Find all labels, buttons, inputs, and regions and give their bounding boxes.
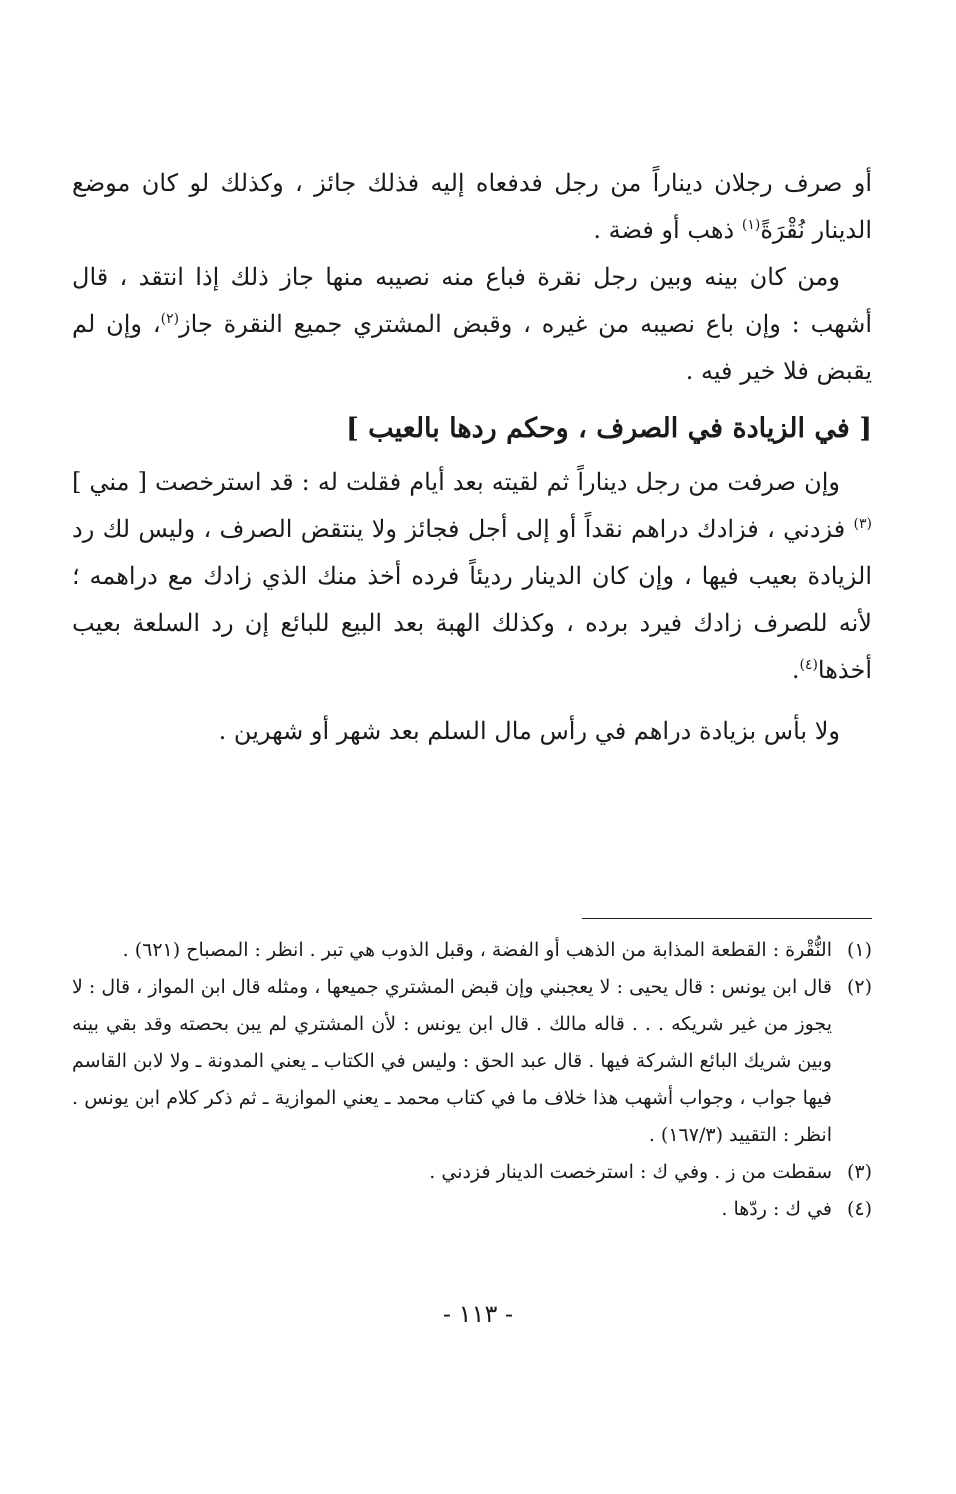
paragraph-3 [72,459,872,694]
section-heading: [ في الزيادة في الصرف ، وحكم ردها بالعيب ] [345,413,872,444]
paragraph-1-end: ذهب أو فضة . [593,216,742,244]
footnote-text: في ك : ردّها . [721,1198,832,1220]
page-number: - ١١٣ - [442,1300,514,1328]
footnotes [72,932,872,1228]
paragraph-2-end: ، وإن لم يقبض فلا خير فيه . [72,310,872,385]
footnote-number: (٤) [846,1198,872,1220]
main-text [72,160,872,755]
paragraph-1 [72,160,872,254]
footnote-number: (٢) [846,976,872,998]
paragraph-4-text: ولا بأس بزيادة دراهم في رأس مال السلم بعد شهر أو شهرين . [218,717,840,745]
paragraph-1-text: أو صرف رجلان ديناراً من رجل فدفعاه إليه فذلك جائز ، وكذلك لو كان موضع الدينار نُقْرَةً [72,169,872,244]
footnote-text: قال ابن يونس : قال يحيى : لا يعجبني وإن قبض المشتري جميعها ، ومثله قال ابن المواز ، قال : لا يجوز من غير شريكه . . . قاله مالك . قال ابن يونس : لأن المشتري لم يبن بحصته وقد بقي بينه وبين شريك البائع الشركة فيها . قال عبد الحق : وليس في الكتاب ـ يعني المدونة ـ ولا لابن القاسم فيها جواب ، وجواب أشهب هذا خلاف ما في كتاب محمد ـ يعني الموازية ـ ثم ذكر كلام ابن يونس . انظر : التقييد (١٦٧/٣) . [72,976,832,1146]
footnote-ref-1[interactable]: (١) [741,217,761,233]
paragraph-4 [72,708,872,755]
footnote-number: (٣) [846,1161,872,1183]
paragraph-3-end: . [791,656,800,684]
footnote-4 [72,1191,872,1228]
paragraph-2 [72,254,872,395]
footnote-1 [72,932,872,969]
footnote-ref-2[interactable]: (٢) [160,311,180,327]
footnote-3 [72,1154,872,1191]
footnote-number: (١) [846,939,872,961]
footnote-2 [72,969,872,1154]
footnote-ref-4[interactable]: (٤) [799,657,818,673]
footnote-ref-3[interactable]: (٣) [853,516,872,532]
footnote-text: سقطت من ز . وفي ك : استرخصت الدينار فزدني . [429,1161,832,1183]
footnote-text: النُّقْرة : القطعة المذابة من الذهب أو الفضة ، وقبل الذوب هي تبر . انظر : المصباح (٦٢١) . [122,939,832,961]
footnote-divider [582,918,872,919]
paragraph-3-text: وإن صرفت من رجل ديناراً ثم لقيته بعد أيام فقلت له : قد استرخصت [ مني ] [72,468,840,496]
paragraph-2-text: ومن كان بينه وبين رجل نقرة فباع منه نصيبه منها جاز ذلك إذا انتقد ، قال أشهب : وإن باع نصيبه من غيره ، وقبض المشتري جميع النقرة جاز [72,263,872,338]
paragraph-3-middle: فزدني ، فزادك دراهم نقداً أو إلى أجل فجائز ولا ينتقض الصرف ، وليس لك رد الزيادة بعيب فيها ، وإن كان الدينار رديئاً فرده أخذ منك الذي زادك مع دراهمه ؛ لأنه للصرف زادك فيرد برده ، وكذلك الهبة بعد البيع للبائع إن رد السلعة بعيب أخذها [72,515,872,684]
